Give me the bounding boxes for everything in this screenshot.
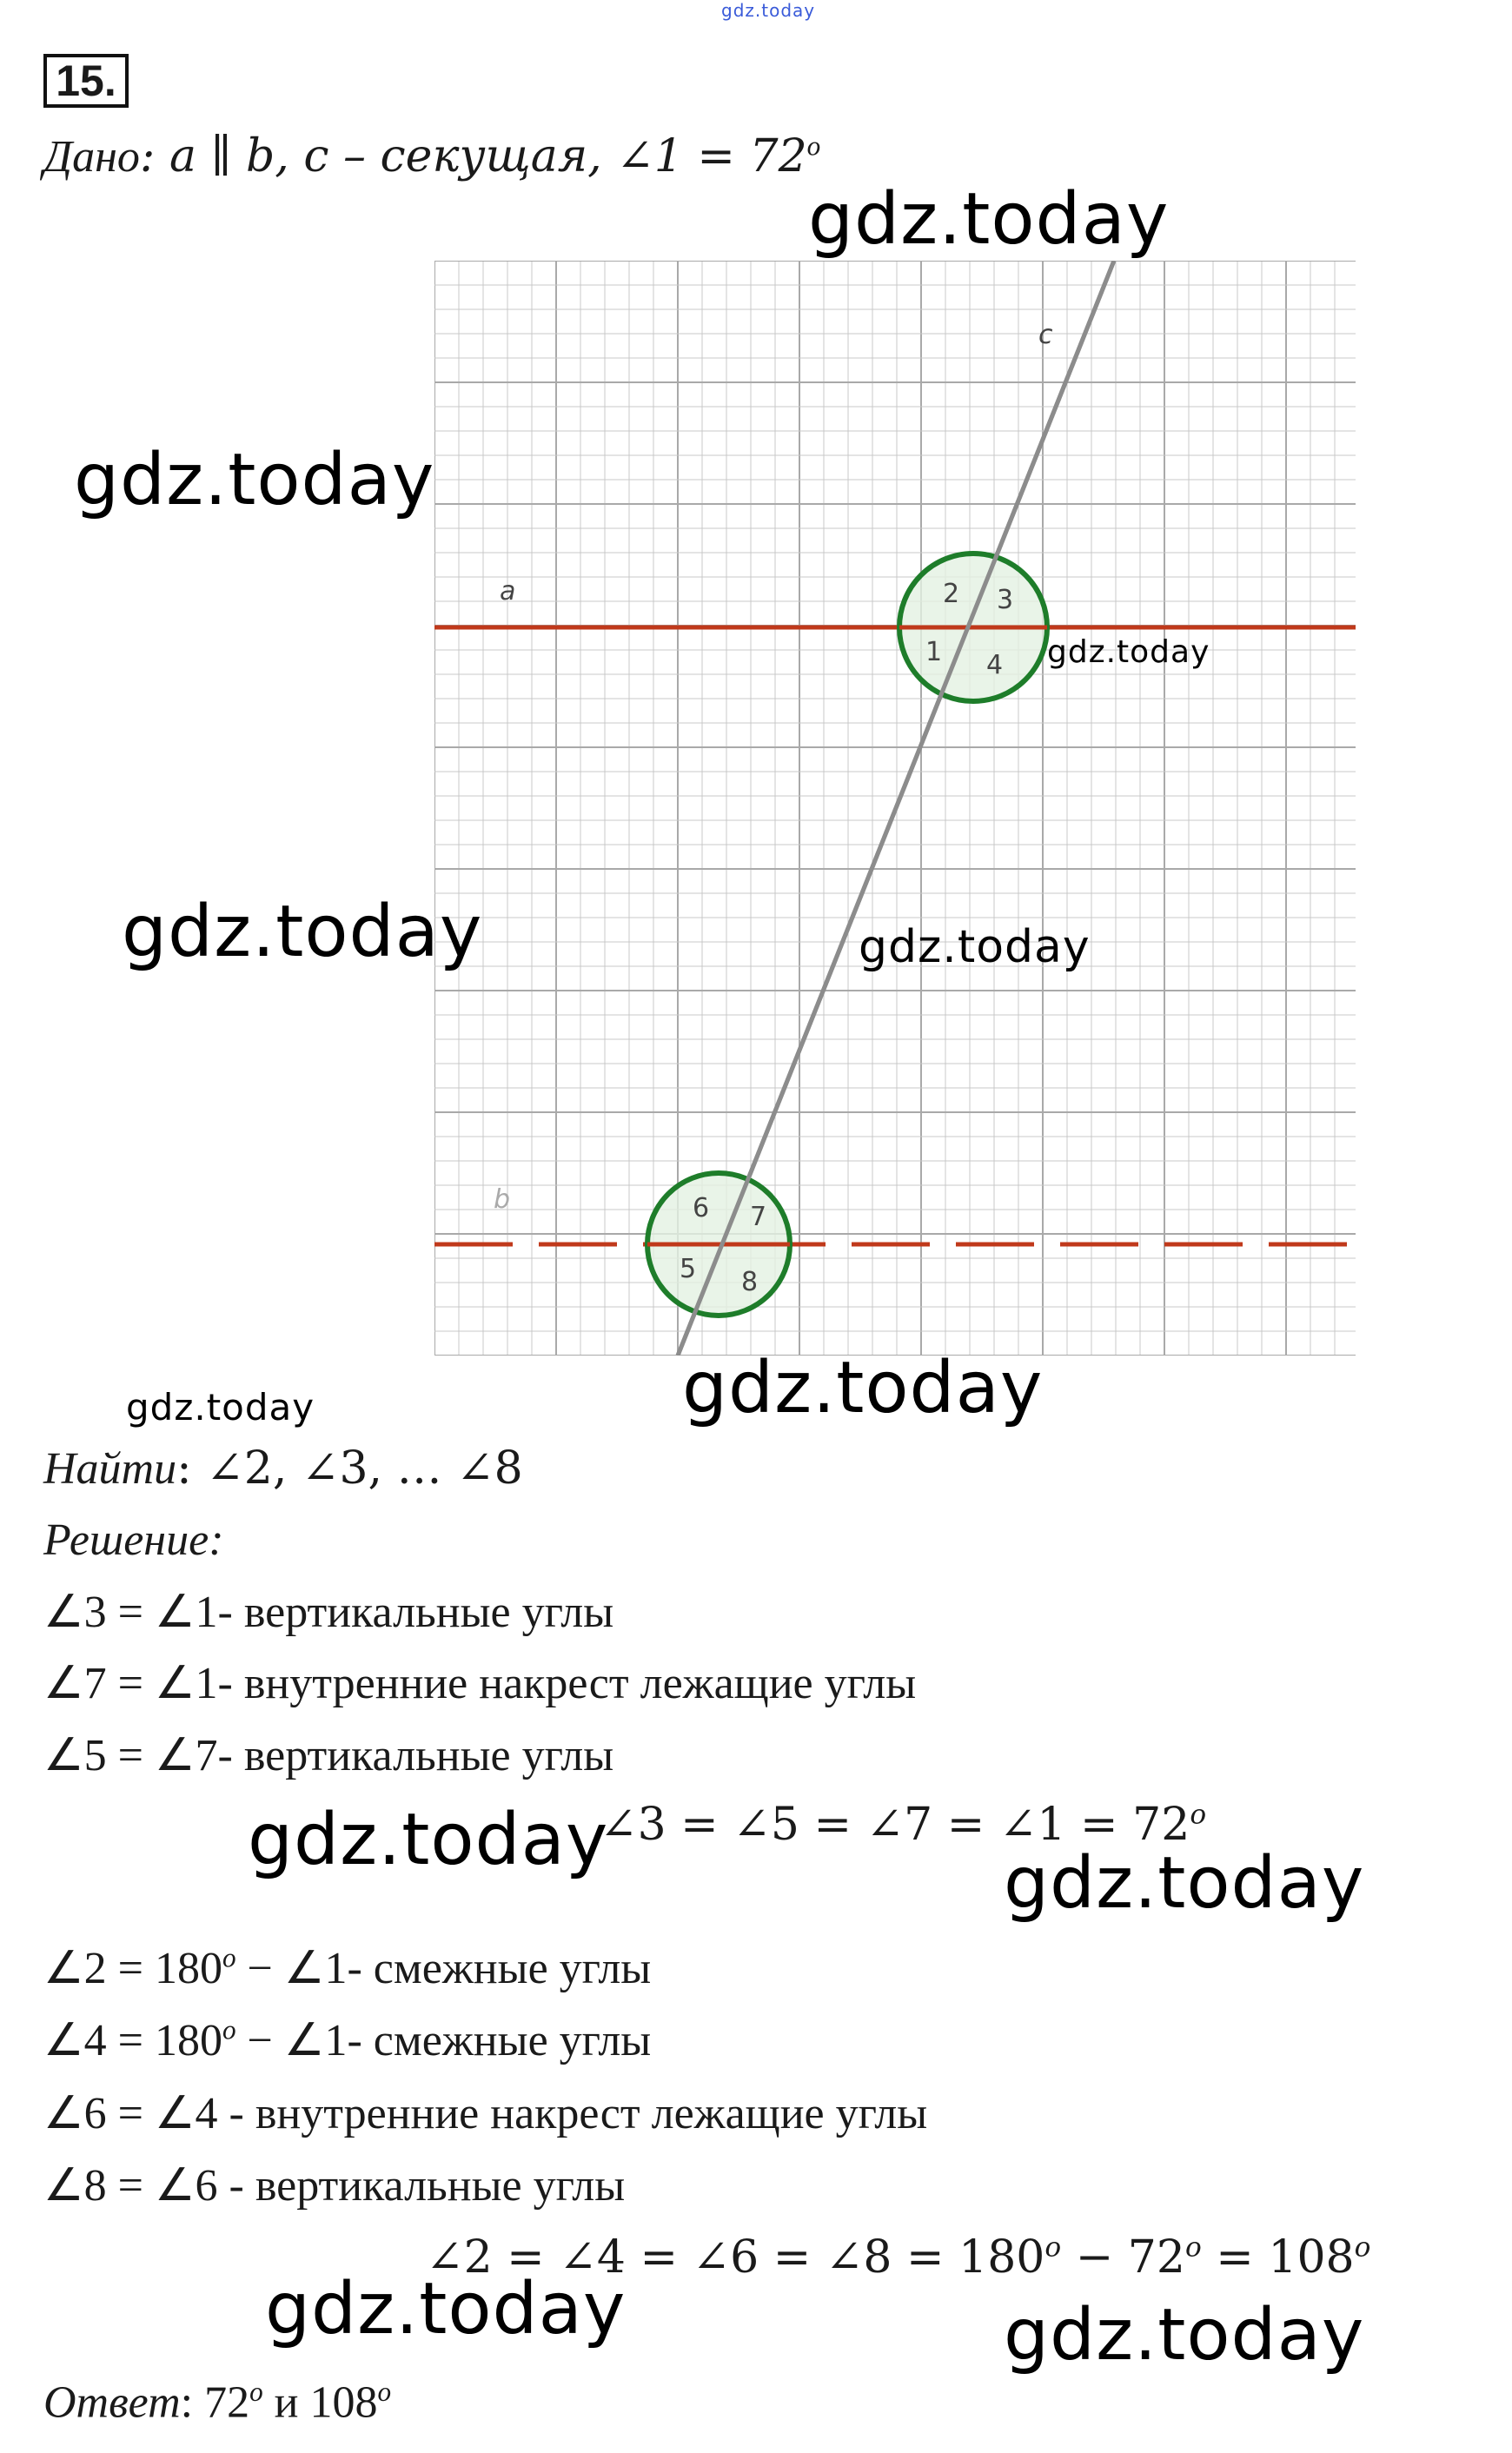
watermark-1: gdz.today — [808, 178, 1170, 261]
answer-a: : 72 — [180, 2377, 250, 2428]
answer-line — [43, 2377, 391, 2428]
result-2-a: ∠2 = ∠4 = ∠6 = ∠8 = 180 — [426, 2231, 1045, 2284]
watermark-8: gdz.today — [248, 1799, 609, 1881]
angle-label-1: 1 — [925, 637, 943, 667]
solution-label-text: Решение — [43, 1515, 209, 1565]
step-5-post: − ∠1- смежные углы — [235, 2016, 652, 2065]
result-2-deg-a: o — [1044, 2231, 1062, 2264]
angle-label-6: 6 — [693, 1193, 710, 1223]
given-line — [43, 130, 820, 182]
step-4-deg: o — [222, 1942, 236, 1973]
step-2: ∠7 = ∠1- внутренние накрест лежащие углы — [43, 1659, 917, 1708]
answer-deg-a: o — [249, 2377, 263, 2407]
step-6: ∠6 = ∠4 - внутренние накрест лежащие углы — [43, 2089, 928, 2138]
result-2-deg-c: o — [1354, 2231, 1371, 2264]
answer-deg-b: o — [377, 2377, 392, 2407]
watermark-7: gdz.today — [682, 1347, 1044, 1429]
watermark-5: gdz.today — [859, 921, 1091, 973]
step-4-post: − ∠1- смежные углы — [235, 1944, 652, 1993]
angle-label-7: 7 — [750, 1202, 767, 1232]
step-4-pre: ∠2 = 180 — [43, 1944, 222, 1993]
label-line-c: c — [1038, 320, 1053, 350]
result-2-c: = 108 — [1201, 2231, 1355, 2284]
given-label: Дано — [43, 132, 140, 182]
step-7: ∠8 = ∠6 - вертикальные углы — [43, 2161, 626, 2211]
answer-label: Ответ — [43, 2377, 181, 2428]
watermark-9: gdz.today — [1004, 1842, 1365, 1925]
angle-label-2: 2 — [943, 579, 960, 609]
find-line — [43, 1442, 523, 1495]
angle-label-3: 3 — [997, 585, 1014, 615]
result-1-text: ∠3 = ∠5 = ∠7 = ∠1 = 72 — [600, 1799, 1190, 1851]
watermark-4: gdz.today — [122, 891, 483, 973]
geometry-figure — [434, 261, 1356, 1356]
result-2-deg-b: o — [1184, 2231, 1202, 2264]
angle-label-8: 8 — [741, 1267, 759, 1297]
label-line-a: a — [500, 576, 516, 607]
watermark-11: gdz.today — [1004, 2294, 1365, 2377]
label-line-b: b — [494, 1184, 511, 1215]
answer-b: и 108 — [262, 2377, 378, 2428]
step-5 — [43, 2014, 651, 2066]
step-5-deg: o — [222, 2014, 236, 2045]
step-1: ∠3 = ∠1- вертикальные углы — [43, 1588, 614, 1637]
angle-label-4: 4 — [986, 650, 1004, 680]
watermark-3: gdz.today — [1047, 634, 1210, 670]
result-2-b: − 72 — [1061, 2231, 1185, 2284]
given-text: : a ∥ b, c – секущая, ∠1 = 72 — [139, 130, 807, 182]
step-4 — [43, 1942, 651, 1994]
step-3: ∠5 = ∠7- вертикальные углы — [43, 1731, 614, 1780]
watermark-10: gdz.today — [265, 2268, 627, 2350]
given-deg: o — [806, 130, 821, 162]
problem-number: 15. — [43, 54, 129, 108]
solution-label: Решение: — [43, 1515, 224, 1565]
header-watermark: gdz.today — [721, 0, 816, 21]
angle-label-5: 5 — [680, 1254, 697, 1284]
find-label: Найти — [43, 1444, 177, 1494]
step-5-pre: ∠4 = 180 — [43, 2016, 222, 2065]
result-1-deg: o — [1190, 1799, 1207, 1831]
watermark-2: gdz.today — [74, 439, 435, 521]
watermark-6: gdz.today — [126, 1386, 315, 1429]
find-text: : ∠2, ∠3, … ∠8 — [176, 1442, 523, 1495]
